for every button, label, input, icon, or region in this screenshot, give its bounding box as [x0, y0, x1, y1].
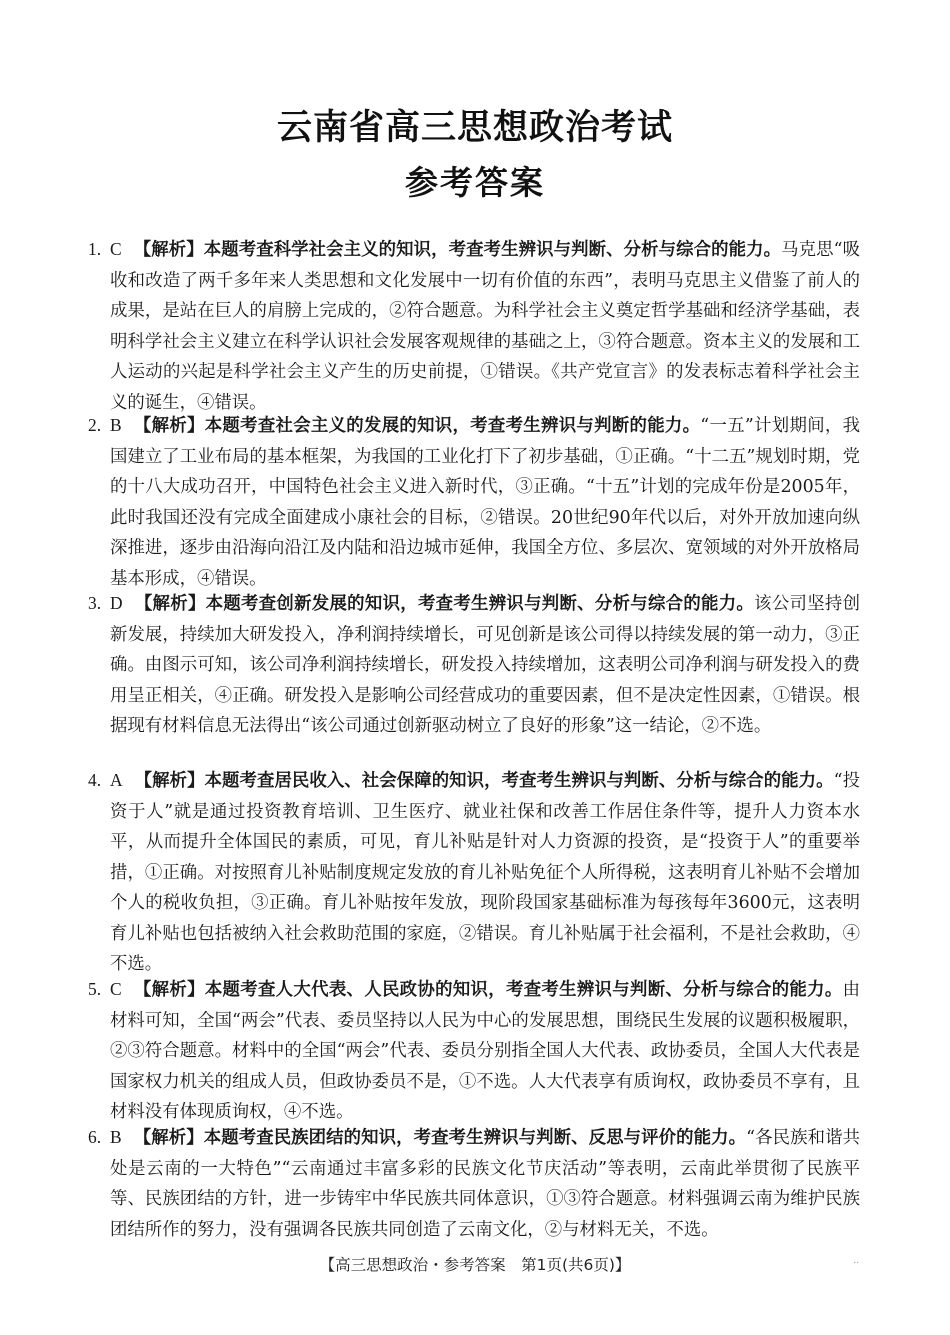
question-number: 6. [88, 1127, 102, 1147]
analysis-lead: 本题考查民族团结的知识，考查考生辨识与判断、反思与评价的能力。 [203, 1128, 747, 1148]
question-item [88, 410, 860, 594]
answer-letter: B [110, 415, 122, 435]
question-number: 1. [88, 239, 102, 259]
question-item [88, 765, 860, 980]
answer-letter: A [110, 770, 123, 790]
answer-letter: B [110, 1127, 122, 1147]
question-item [88, 588, 860, 742]
analysis-text: 马克思“吸收和改造了两千多年来人类思想和文化发展中一切有价值的东西”，表明马克思主义借鉴了前人的成果，是站在巨人的肩膀上完成的，②符合题意。为科学社会主义奠定哲学基础和经济学基础，表明科学社会主义建立在科学认识社会发展客观规律的基础之上，③符合题意。资本主义的发展和工人运动的兴起是科学社会主义产生的历史前提，①错误。《共产党宣言》的发表标志着科学社会主义的诞生，④错误。 [110, 240, 860, 413]
analysis-tag: 【解析】 [134, 594, 206, 614]
page-subtitle: 参考答案 [405, 163, 545, 202]
analysis-lead: 本题考查创新发展的知识，考查考生辨识与判断、分析与综合的能力。 [205, 594, 755, 614]
question-number: 4. [88, 770, 102, 790]
analysis-lead: 本题考查科学社会主义的知识，考查考生辨识与判断、分析与综合的能力。 [203, 240, 782, 260]
page-title: 云南省高三思想政治考试 [276, 108, 673, 148]
analysis-text: “投资于人”就是通过投资教育培训、卫生医疗、就业社保和改善工作居住条件等，提升人力资本水平，从而提升全体国民的素质，可见，育儿补贴是针对人力资源的投资，是“投资于人”的重要举措，①正确。对按照育儿补贴制度规定发放的育儿补贴免征个人所得税，这表明育儿补贴不会增加个人的税收负担，③正确。育儿补贴按年发放，现阶段国家基础标准为每孩每年3600元，这表明育儿补贴也包括被纳入社会救助范围的家庭，②错误。育儿补贴属于社会福利，不是社会救助，④不选。 [110, 771, 860, 974]
question-item [88, 974, 860, 1128]
analysis-tag: 【解析】 [133, 416, 205, 436]
analysis-tag: 【解析】 [134, 771, 205, 791]
answer-letter: C [110, 239, 122, 259]
analysis-text: 该公司坚持创新发展，持续加大研发投入，净利润持续增长，可见创新是该公司得以持续发展的第一动力，③正确。由图示可知，该公司净利润持续增长，研发投入持续增加，这表明公司净利润与研发投入的费用呈正相关，④正确。研发投入是影响公司经营成功的重要因素，但不是决定性因素，①错误。根据现有材料信息无法得出“该公司通过创新驱动树立了良好的形象”这一结论，②不选。 [110, 594, 860, 736]
analysis-tag: 【解析】 [133, 980, 205, 1000]
scan-mark: ·· [853, 1258, 860, 1269]
question-number: 5. [88, 979, 102, 999]
analysis-text: “各民族和谐共处是云南的一大特色”“云南通过丰富多彩的民族文化节庆活动”等表明，云南此举贯彻了民族平等、民族团结的方针，进一步铸牢中华民族共同体意识，①③符合题意。材料强调云南为维护民族团结所作的努力，没有强调各民族共同创造了云南文化，②与材料无关，不选。 [110, 1128, 860, 1240]
question-number: 2. [88, 415, 102, 435]
page-footer: 【高三思想政治・参考答案 第1页(共6页)】 [319, 1256, 631, 1274]
question-item [88, 1122, 860, 1245]
question-number: 3. [88, 593, 102, 613]
analysis-text: “一五”计划期间，我国建立了工业布局的基本框架，为我国的工业化打下了初步基础，①正确。“十二五”规划时期，党的十八大成功召开，中国特色社会主义进入新时代，③正确。“十五”计划的完成年份是2005年，此时我国还没有完成全面建成小康社会的目标，②错误。20世纪90年代以后，对外开放加速向纵深推进，逐步由沿海向沿江及内陆和沿边城市延伸，我国全方位、多层次、宽领域的对外开放格局基本形成，④错误。 [110, 416, 860, 589]
analysis-lead: 本题考查社会主义的发展的知识，考查考生辨识与判断的能力。 [204, 416, 701, 436]
analysis-text: 由材料可知，全国“两会”代表、委员坚持以人民为中心的发展思想，围绕民生发展的议题积极履职，②③符合题意。材料中的全国“两会”代表、委员分别指全国人大代表、政协委员，全国人大代表是国家权力机关的组成人员，但政协委员不是，①不选。人大代表享有质询权，政协委员不享有，且材料没有体现质询权，④不选。 [110, 980, 860, 1122]
answer-letter: D [110, 593, 123, 613]
question-item [88, 234, 860, 418]
analysis-tag: 【解析】 [133, 240, 204, 260]
answer-letter: C [110, 979, 122, 999]
analysis-lead: 本题考查居民收入、社会保障的知识，考查考生辨识与判断、分析与综合的能力。 [204, 771, 834, 791]
analysis-tag: 【解析】 [133, 1128, 204, 1148]
analysis-lead: 本题考查人大代表、人民政协的知识，考查考生辨识与判断、分析与综合的能力。 [204, 980, 843, 1000]
